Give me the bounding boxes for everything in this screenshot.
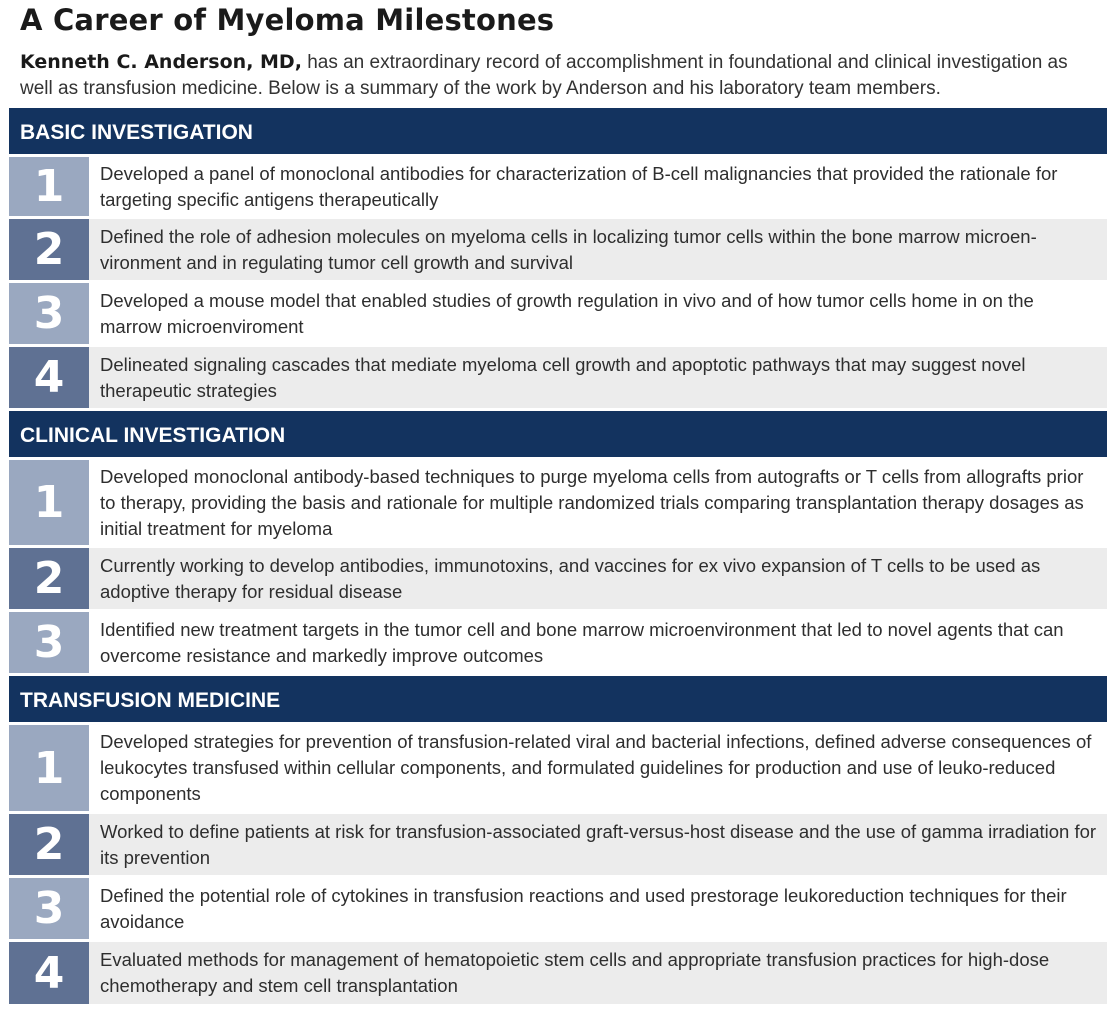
milestone-text: Developed a mouse model that enabled studies of growth regulation in vivo and of how tumor cells home in on the marrow microenviroment xyxy=(89,283,1107,344)
milestone-row xyxy=(9,612,1107,673)
milestone-text: Delineated signaling cascades that mediate myeloma cell growth and apoptotic pathways that may suggest novel therapeutic strategies xyxy=(89,347,1107,408)
milestone-number: 2 xyxy=(9,219,89,280)
section-heading-clinical-investigation: CLINICAL INVESTIGATION xyxy=(9,411,1107,457)
milestone-row xyxy=(9,460,1107,545)
milestone-text: Worked to define patients at risk for transfusion-associated graft-versus-host disease and the use of gamma irradiation for its prevention xyxy=(89,814,1107,875)
milestone-row xyxy=(9,725,1107,811)
intro-text: has an extraordinary record of accomplishment in foundational and clinical investigation as well as transfusion medicine. Below is a summary of the work by Anderson and his laboratory team members. xyxy=(20,52,1068,99)
section-heading-transfusion-medicine: TRANSFUSION MEDICINE xyxy=(9,676,1107,722)
milestone-text: Developed a panel of monoclonal antibodies for characterization of B-cell malignancies that provided the rationale for targeting specific antigens therapeutically xyxy=(89,157,1107,216)
milestone-row xyxy=(9,878,1107,939)
milestone-row xyxy=(9,157,1107,216)
milestone-number: 4 xyxy=(9,942,89,1004)
intro-name: Kenneth C. Anderson, MD, xyxy=(20,51,302,73)
milestone-row xyxy=(9,347,1107,408)
milestone-number: 3 xyxy=(9,612,89,673)
milestone-text: Currently working to develop antibodies, immunotoxins, and vaccines for ex vivo expansion of T cells to be used as adoptive therapy for residual disease xyxy=(89,548,1107,609)
milestone-number: 2 xyxy=(9,548,89,609)
milestone-number: 2 xyxy=(9,814,89,875)
milestone-number: 1 xyxy=(9,460,89,545)
milestone-text: Developed monoclonal antibody-based techniques to purge myeloma cells from autografts or T cells from allografts prior to therapy, providing the basis and rationale for multiple randomized trials comparing transplantation therapy dosages as initial treatment for myeloma xyxy=(89,460,1107,545)
milestone-row xyxy=(9,814,1107,875)
page-title: A Career of Myeloma Milestones xyxy=(20,3,555,37)
milestone-row xyxy=(9,219,1107,280)
milestones-table xyxy=(9,108,1107,1004)
milestone-row xyxy=(9,548,1107,609)
milestone-text: Defined the potential role of cytokines in transfusion reactions and used prestorage leukoreduction techniques for their avoidance xyxy=(89,878,1107,939)
milestone-text: Evaluated methods for management of hematopoietic stem cells and appropriate transfusion practices for high-dose chemotherapy and stem cell transplantation xyxy=(89,942,1107,1004)
milestone-number: 4 xyxy=(9,347,89,408)
milestone-row xyxy=(9,942,1107,1004)
section-heading-basic-investigation: BASIC INVESTIGATION xyxy=(9,108,1107,154)
milestone-number: 1 xyxy=(9,157,89,216)
milestone-text: Defined the role of adhesion molecules on myeloma cells in localizing tumor cells within the bone marrow microenvironment and in regulating tumor cell growth and survival xyxy=(89,219,1107,280)
milestone-number: 3 xyxy=(9,878,89,939)
milestone-row xyxy=(9,283,1107,344)
milestone-number: 1 xyxy=(9,725,89,811)
milestone-text: Developed strategies for prevention of transfusion-related viral and bacterial infections, defined adverse consequences of leukocytes transfused within cellular components, and formulated guidelines for production and use of leuko-reduced components xyxy=(89,725,1107,811)
intro-paragraph xyxy=(20,49,1100,102)
milestone-text: Identified new treatment targets in the tumor cell and bone marrow microenvironment that led to novel agents that can overcome resistance and markedly improve outcomes xyxy=(89,612,1107,673)
milestone-number: 3 xyxy=(9,283,89,344)
